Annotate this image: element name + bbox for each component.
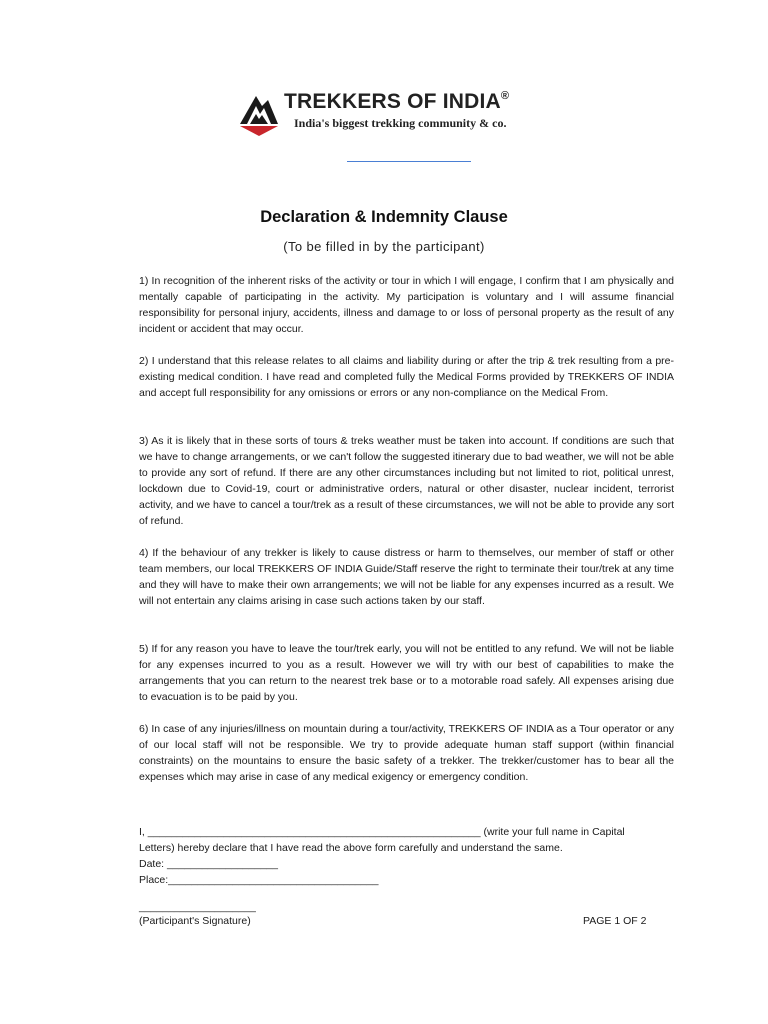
clause-4: 4) If the behaviour of any trekker is likely to cause distress or harm to themselves, our member of staff or other team members, our local TREKKERS OF INDIA Guide/Staff reserve the right to terminate their tour/trek at any time and they will have to make their own arrangements; we will not be liable for any expenses incurred as a result. We will not entertain any claims arising in case such actions taken by our staff. (139, 547, 674, 607)
signature-label: (Participant's Signature) (139, 915, 251, 927)
signature-line: ____________________ (139, 901, 256, 913)
clause-5: 5) If for any reason you have to leave the tour/trek early, you will not be entitled to any refund. We will not be liable for any expenses incurred to you as a result. However we will try with our best of capabilities to make the arrangements that you can return to the nearest trek base or to a motorable road safely. All expenses arising due to evacuation is to be paid by you. (139, 643, 674, 703)
clause-3: 3) As it is likely that in these sorts of tours & treks weather must be taken into account. If conditions are such that we have to change arrangements, or we can't follow the suggested itinerary due to bad weather, we will not be able to provide any sort of refund. If there are any other circumstances including but not limited to riot, political unrest, lockdown due to Covid-19, court or administrative orders, natural or other disaster, nuclear incident, terrorist activity, and we have to cancel a tour/trek as a result of these circumstances, we will not be able to provide any sort of refund. (139, 435, 674, 527)
declaration-statement: Letters) hereby declare that I have read the above form carefully and understand the same. (139, 842, 563, 854)
declaration-name-line: I, _________________________________________________________ (write your full name in Capital (139, 826, 625, 838)
document-subtitle: (To be filled in by the participant) (283, 239, 485, 254)
clause-1: 1) In recognition of the inherent risks of the activity or tour in which I will engage, I confirm that I am physically and mentally capable of participating in the activity. My participation is voluntary and I will assume financial responsibility for personal injury, accidents, illness and damage to or loss of personal property as the result of any incident or accident that may occur. (139, 275, 674, 335)
document-title: Declaration & Indemnity Clause (260, 208, 508, 226)
brand-name: TREKKERS OF INDIA® (284, 90, 510, 113)
page-number: PAGE 1 OF 2 (583, 915, 647, 927)
brand-tagline: India's biggest trekking community & co. (294, 116, 507, 130)
date-field: Date: ___________________ (139, 858, 278, 870)
letterhead (238, 90, 558, 138)
clause-6: 6) In case of any injuries/illness on mountain during a tour/activity, TREKKERS OF INDIA as a Tour operator or any of our local staff will not be responsible. We try to provide adequate human staff support (within financial constraints) on the mountains to ensure the basic safety of a trekker. The trekker/customer has to bear all the expenses which may arise in case of any medical exigency or emergency condition. (139, 723, 674, 783)
header-divider (347, 161, 471, 162)
mountain-logo-icon (238, 92, 280, 136)
clause-2: 2) I understand that this release relates to all claims and liability during or after the trip & trek resulting from a pre-existing medical condition. I have read and completed fully the Medical Forms provided by TREKKERS OF INDIA and accept full responsibility for any omissions or errors or any non-compliance on the Medical From. (139, 355, 674, 399)
place-field: Place:____________________________________ (139, 874, 379, 886)
